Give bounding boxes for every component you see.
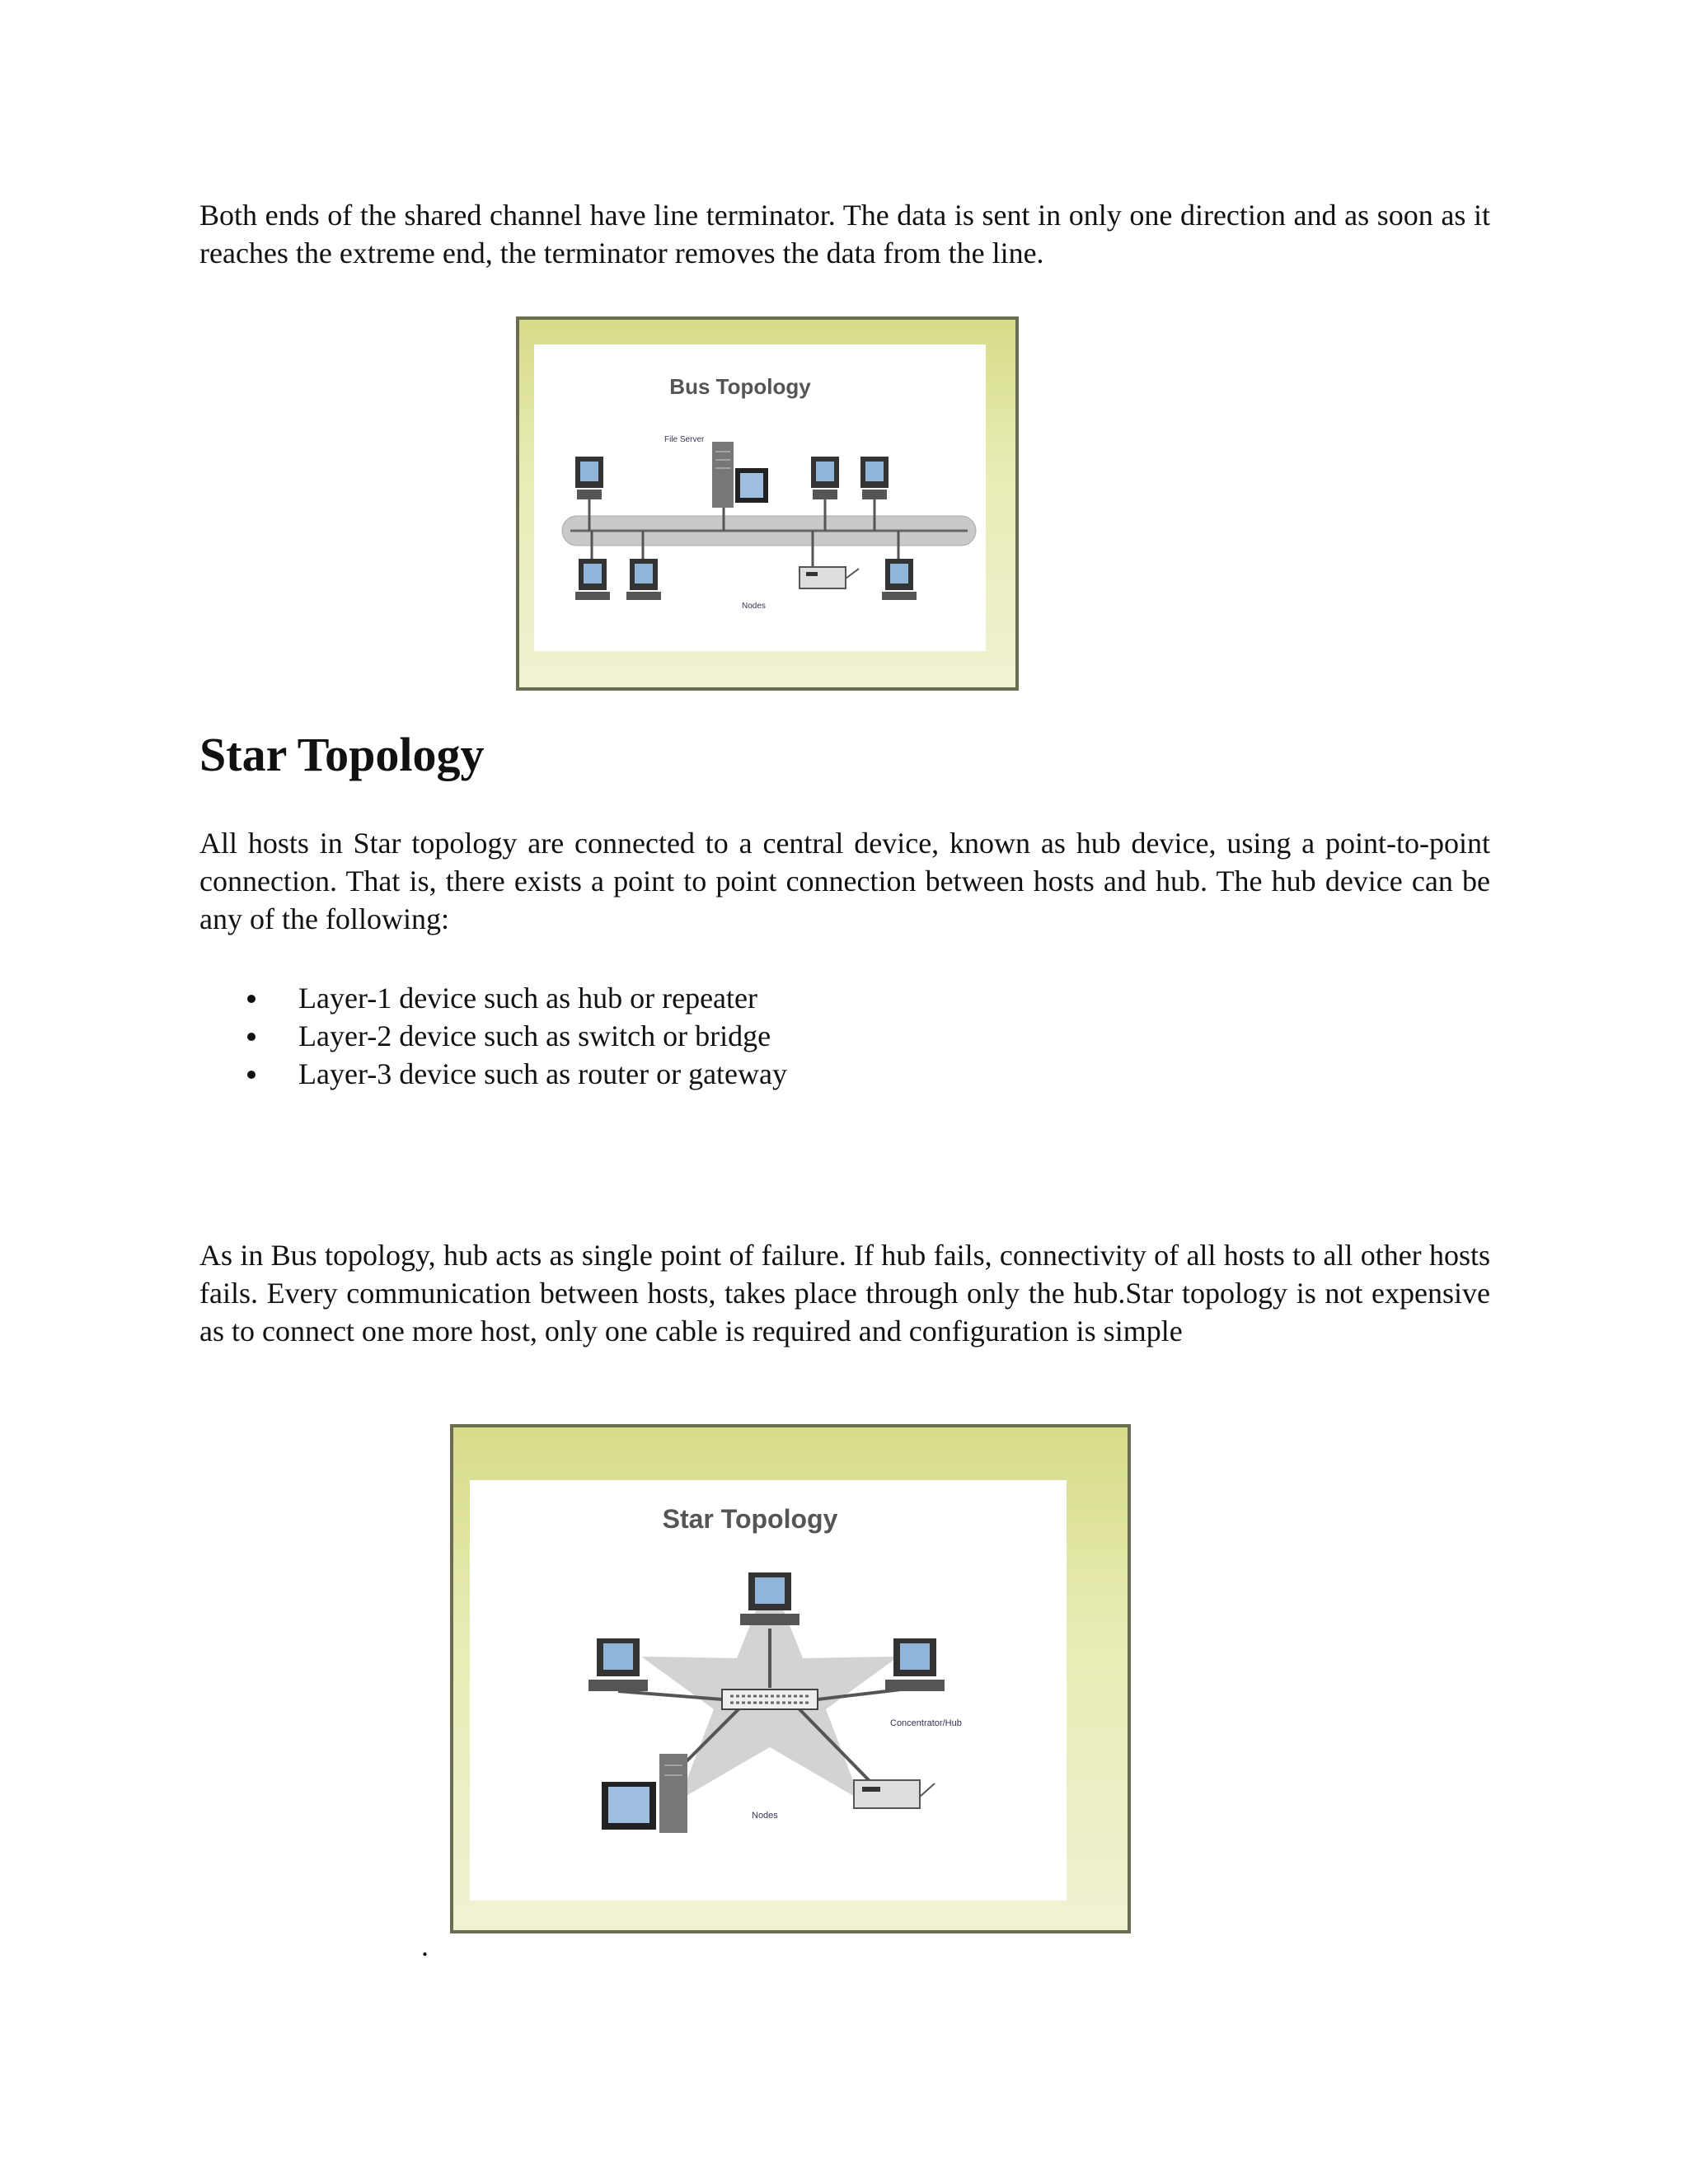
bus-topology-figure: [516, 316, 1019, 691]
star-topology-diagram: [453, 1427, 1128, 1930]
nodes-label: Nodes: [752, 1811, 778, 1821]
section-heading: Star Topology: [199, 728, 485, 781]
computer-icon: [740, 1572, 799, 1625]
bus-topology-diagram: [519, 320, 1015, 687]
star-description-paragraph: All hosts in Star topology are connected to a central device, known as hub device, using a point-to-point connection. That is, there exists a point to point connection between hosts and hub. The hub device can be any of the following:: [199, 827, 1490, 935]
bullet-icon: [247, 1071, 256, 1079]
star-topology-figure: [450, 1424, 1131, 1933]
hub-device-list: [199, 979, 787, 1093]
nodes-label: Nodes: [742, 602, 766, 611]
intro-paragraph: Both ends of the shared channel have line terminator. The data is sent in only one direction and as soon as it reaches the extreme end, the terminator removes the data from the line.: [199, 199, 1490, 269]
list-item: Layer-2 device such as switch or bridge: [199, 1017, 787, 1055]
bullet-icon: [247, 995, 256, 1003]
printer-icon: [854, 1780, 935, 1808]
star-figure-title: Star Topology: [662, 1504, 838, 1534]
hub-icon: [722, 1690, 818, 1709]
bus-figure-title: Bus Topology: [669, 374, 811, 399]
file-server-label: File Server: [664, 435, 705, 444]
star-failure-paragraph: As in Bus topology, hub acts as single point of failure. If hub fails, connectivity of all hosts to all other hosts fails. Every communication between hosts, takes place through only the hub.Star topology is not expensive as to connect one more host, only one cable is required and configuration is simple: [199, 1239, 1490, 1347]
list-item: Layer-3 device such as router or gateway: [199, 1055, 787, 1093]
list-item: Layer-1 device such as hub or repeater: [199, 979, 787, 1017]
bullet-icon: [247, 1033, 256, 1041]
trailing-mark: .: [421, 1929, 429, 1962]
server-icon: [602, 1754, 687, 1833]
computer-icon: [588, 1638, 648, 1691]
computer-icon: [885, 1638, 945, 1691]
hub-label: Concentrator/Hub: [890, 1718, 962, 1728]
